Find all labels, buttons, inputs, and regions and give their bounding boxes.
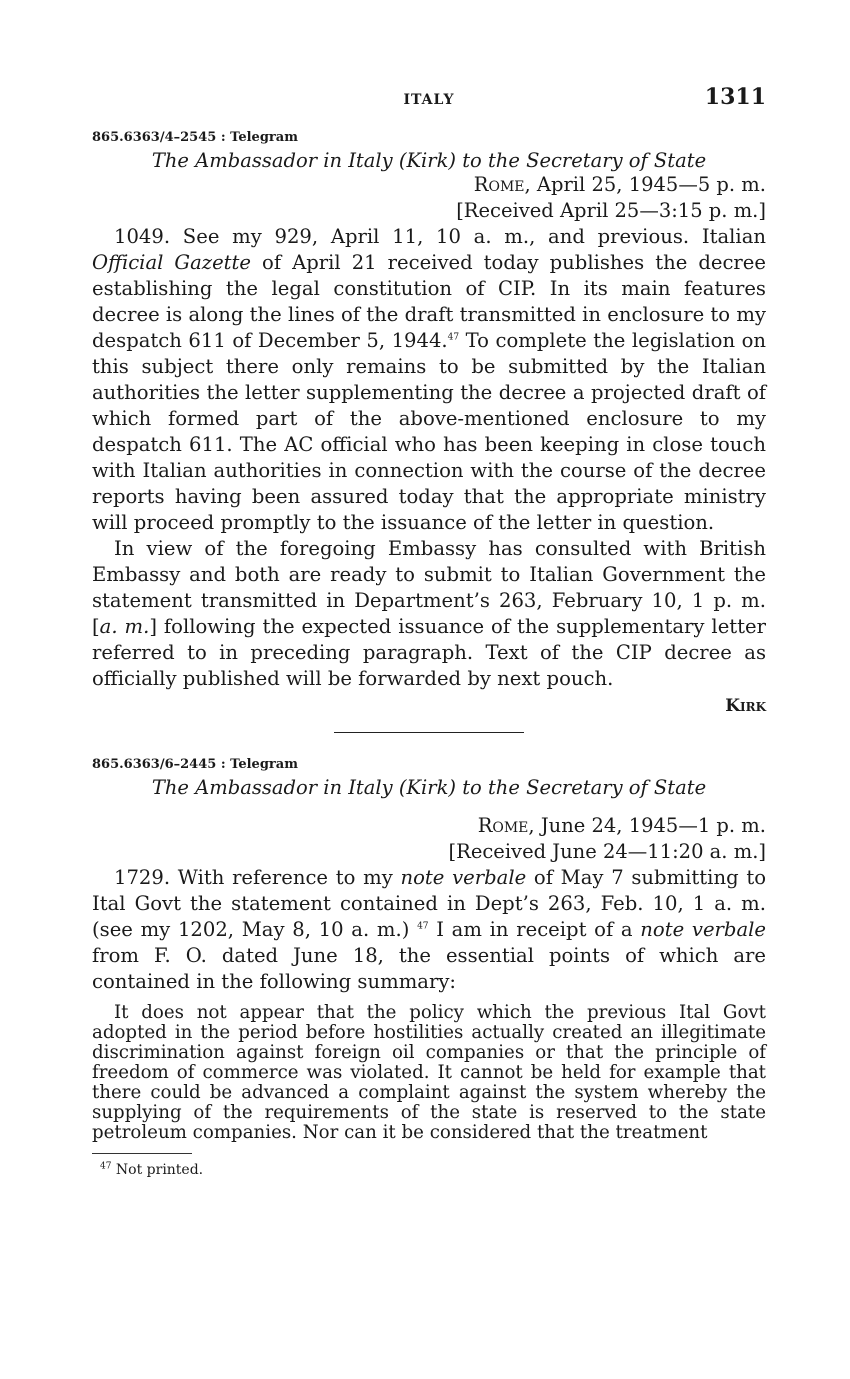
document-heading-2: The Ambassador in Italy (Kirk) to the Secretary of State	[151, 776, 707, 799]
file-reference-2: 865.6363/6–2445 : Telegram	[92, 757, 298, 772]
italic-text: note verbale	[400, 866, 527, 889]
dateline-1	[92, 172, 766, 224]
italic-text: Official Gazette	[92, 251, 252, 274]
footnote-ref[interactable]: 47	[417, 921, 429, 932]
footnote-divider	[92, 1153, 192, 1154]
footnote-ref[interactable]: 47	[447, 332, 460, 343]
paragraph-1049: 1049. See my 929, April 11, 10 a. m., and previous. Italian Official Gazette of April 21 received today publishes the decree establishing the legal constitution of CIP. In its main features decree is along the lines of the draft transmitted in enclosure to my despatch 611 of December 5, 1944.47 To complete the legislation on this subject there only remains to be submitted by the Italian authorities the letter supplementing the decree a projected draft of which formed part of the above-mentioned enclosure to my despatch 611. The AC official who has been keeping in close touch with Italian authorities in connection with the course of the decree reports having been assured today that the appropriate ministry will proceed promptly to the issuance of the letter in question.	[92, 225, 766, 534]
document-page	[92, 84, 766, 1178]
signature: Kirk	[725, 696, 766, 716]
footnote-text: Not printed.	[115, 1162, 204, 1178]
dateline-2	[92, 813, 766, 865]
quoted-summary: It does not appear that the policy which the previous Ital Govt adopted in the period before hostilities actually created an illegitimate discrimination against foreign oil companies or that the principle of freedom of commerce was violated. It cannot be held for example that there could be advanced a complaint against the system whereby the supplying of the requirements of the state is reserved to the state petroleum companies. Nor can it be considered that the treatment	[92, 1002, 766, 1143]
italic-text: a. m.	[99, 615, 150, 638]
section-divider	[334, 732, 524, 733]
page-number: 1311	[704, 84, 766, 110]
italic-text: note verbale	[640, 918, 767, 941]
paragraph-1729: 1729. With reference to my note verbale of May 7 submitting to Ital Govt the statement contained in Dept’s 263, Feb. 10, 1 a. m. (see my 1202, May 8, 10 a. m.) $^{47}$ I am in receipt of a note verbale from F. O. dated June 18, the essential points of which are contained in the following summary:	[92, 866, 767, 993]
footnote	[100, 1162, 766, 1178]
file-reference-1: 865.6363/4–2545 : Telegram	[92, 130, 298, 145]
dateline-city: Rome,	[473, 173, 531, 196]
dateline-city: Rome,	[477, 814, 535, 837]
dateline-date: April 25, 1945—5 p. m.	[536, 173, 766, 196]
footnote-marker: 47	[100, 1161, 112, 1172]
document-heading-1: The Ambassador in Italy (Kirk) to the Secretary of State	[151, 149, 707, 172]
received-line: [Received June 24—11:20 a. m.]	[448, 840, 766, 863]
page-header	[92, 84, 766, 118]
dateline-date: June 24, 1945—1 p. m.	[540, 814, 766, 837]
paragraph-2: In view of the foregoing Embassy has consulted with British Embassy and both are ready to submit to Italian Government the statement transmitted in Department’s 263, February 10, 1 p. m. [a. m.] following the expected issuance of the supplementary letter referred to in preceding paragraph. Text of the CIP decree as officially published will be forwarded by next pouch.	[92, 537, 766, 690]
running-head: ITALY	[403, 92, 455, 108]
received-line: [Received April 25—3:15 p. m.]	[456, 199, 766, 222]
